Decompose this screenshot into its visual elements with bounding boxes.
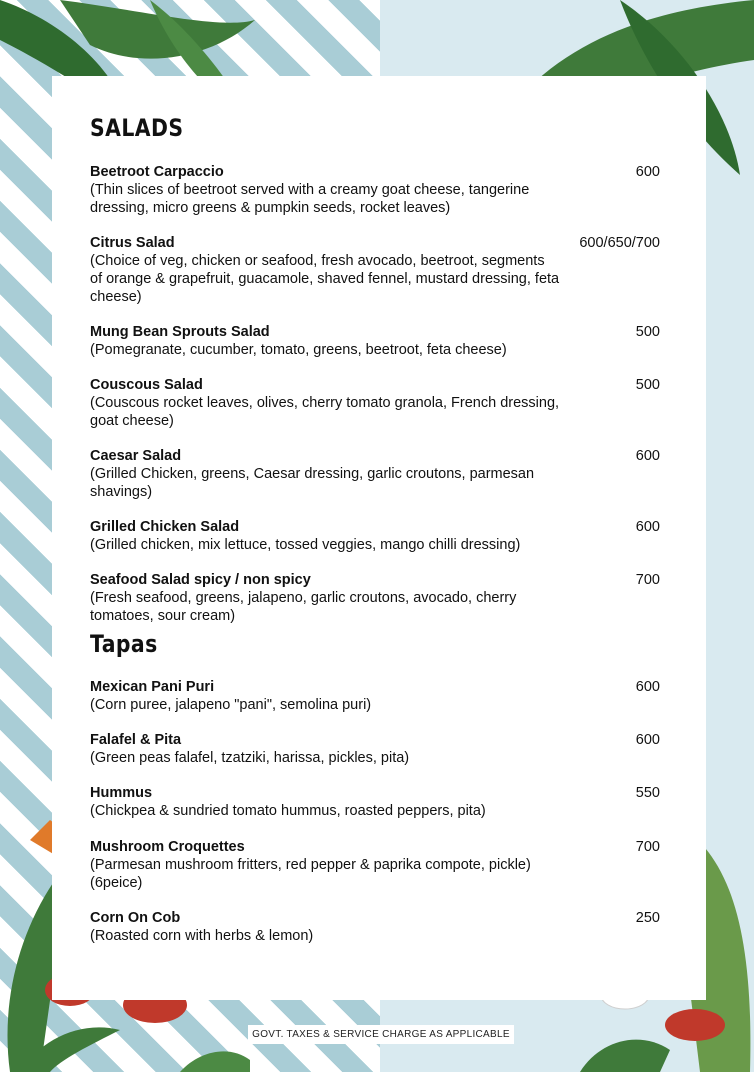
menu-item — [90, 571, 660, 625]
item-name: Mung Bean Sprouts Salad — [90, 324, 270, 340]
item-name: Mexican Pani Puri — [90, 679, 215, 695]
menu-item — [90, 323, 660, 359]
item-description: (Chickpea & sundried tomato hummus, roasted peppers, pita) — [90, 803, 486, 819]
item-name: Falafel & Pita — [90, 732, 182, 748]
menu-item — [90, 678, 660, 714]
item-price: 600 — [635, 732, 660, 748]
item-description: (Parmesan mushroom fritters, red pepper & paprika compote, pickle) (6peice) — [90, 857, 531, 891]
item-price: 700 — [635, 572, 660, 588]
item-name: Beetroot Carpaccio — [90, 164, 224, 180]
item-description: (Choice of veg, chicken or seafood, fresh avocado, beetroot, segments of orange & grapefruit, guacamole, shaved fennel, mustard dressing, feta cheese) — [90, 253, 560, 305]
item-name: Citrus Salad — [90, 235, 175, 251]
menu-item — [90, 447, 660, 501]
item-name: Grilled Chicken Salad — [90, 519, 240, 535]
item-name: Seafood Salad spicy / non spicy — [90, 572, 311, 588]
menu-item — [90, 518, 660, 554]
footer-tax-note: GOVT. TAXES & SERVICE CHARGE AS APPLICABLE — [248, 1025, 514, 1044]
item-price: 600 — [635, 164, 660, 180]
item-price: 250 — [635, 910, 660, 926]
item-description: (Corn puree, jalapeno "pani", semolina puri) — [90, 697, 372, 713]
menu-item — [90, 234, 660, 306]
item-price: 600 — [635, 448, 660, 464]
item-description: (Grilled Chicken, greens, Caesar dressing, garlic croutons, parmesan shavings) — [90, 466, 535, 500]
item-description: (Fresh seafood, greens, jalapeno, garlic croutons, avocado, cherry tomatoes, sour cream) — [90, 590, 517, 624]
item-price: 600 — [635, 679, 660, 695]
item-description: (Grilled chicken, mix lettuce, tossed veggies, mango chilli dressing) — [90, 537, 521, 553]
menu-item — [90, 838, 660, 892]
item-description: (Thin slices of beetroot served with a creamy goat cheese, tangerine dressing, micro greens & pumpkin seeds, rocket leaves) — [90, 182, 530, 216]
section-title-salads: SALADS — [90, 114, 184, 142]
item-name: Mushroom Croquettes — [90, 839, 245, 855]
menu-item — [90, 731, 660, 767]
item-name: Caesar Salad — [90, 448, 182, 464]
item-description: (Pomegranate, cucumber, tomato, greens, beetroot, feta cheese) — [90, 342, 507, 358]
item-price: 500 — [635, 324, 660, 340]
menu-item — [90, 376, 660, 430]
item-price: 500 — [635, 377, 660, 393]
item-name: Hummus — [90, 785, 153, 801]
item-price: 700 — [635, 839, 660, 855]
item-price: 600/650/700 — [579, 235, 660, 251]
item-description: (Green peas falafel, tzatziki, harissa, pickles, pita) — [90, 750, 410, 766]
item-description: (Roasted corn with herbs & lemon) — [90, 928, 314, 944]
item-name: Corn On Cob — [90, 910, 181, 926]
section-title-tapas: Tapas — [90, 630, 158, 658]
menu-item — [90, 784, 660, 820]
item-price: 600 — [635, 519, 660, 535]
item-name: Couscous Salad — [90, 377, 203, 393]
menu-item — [90, 163, 660, 217]
menu-item — [90, 909, 660, 945]
item-description: (Couscous rocket leaves, olives, cherry tomato granola, French dressing, goat cheese) — [90, 395, 560, 429]
item-price: 550 — [635, 785, 660, 801]
